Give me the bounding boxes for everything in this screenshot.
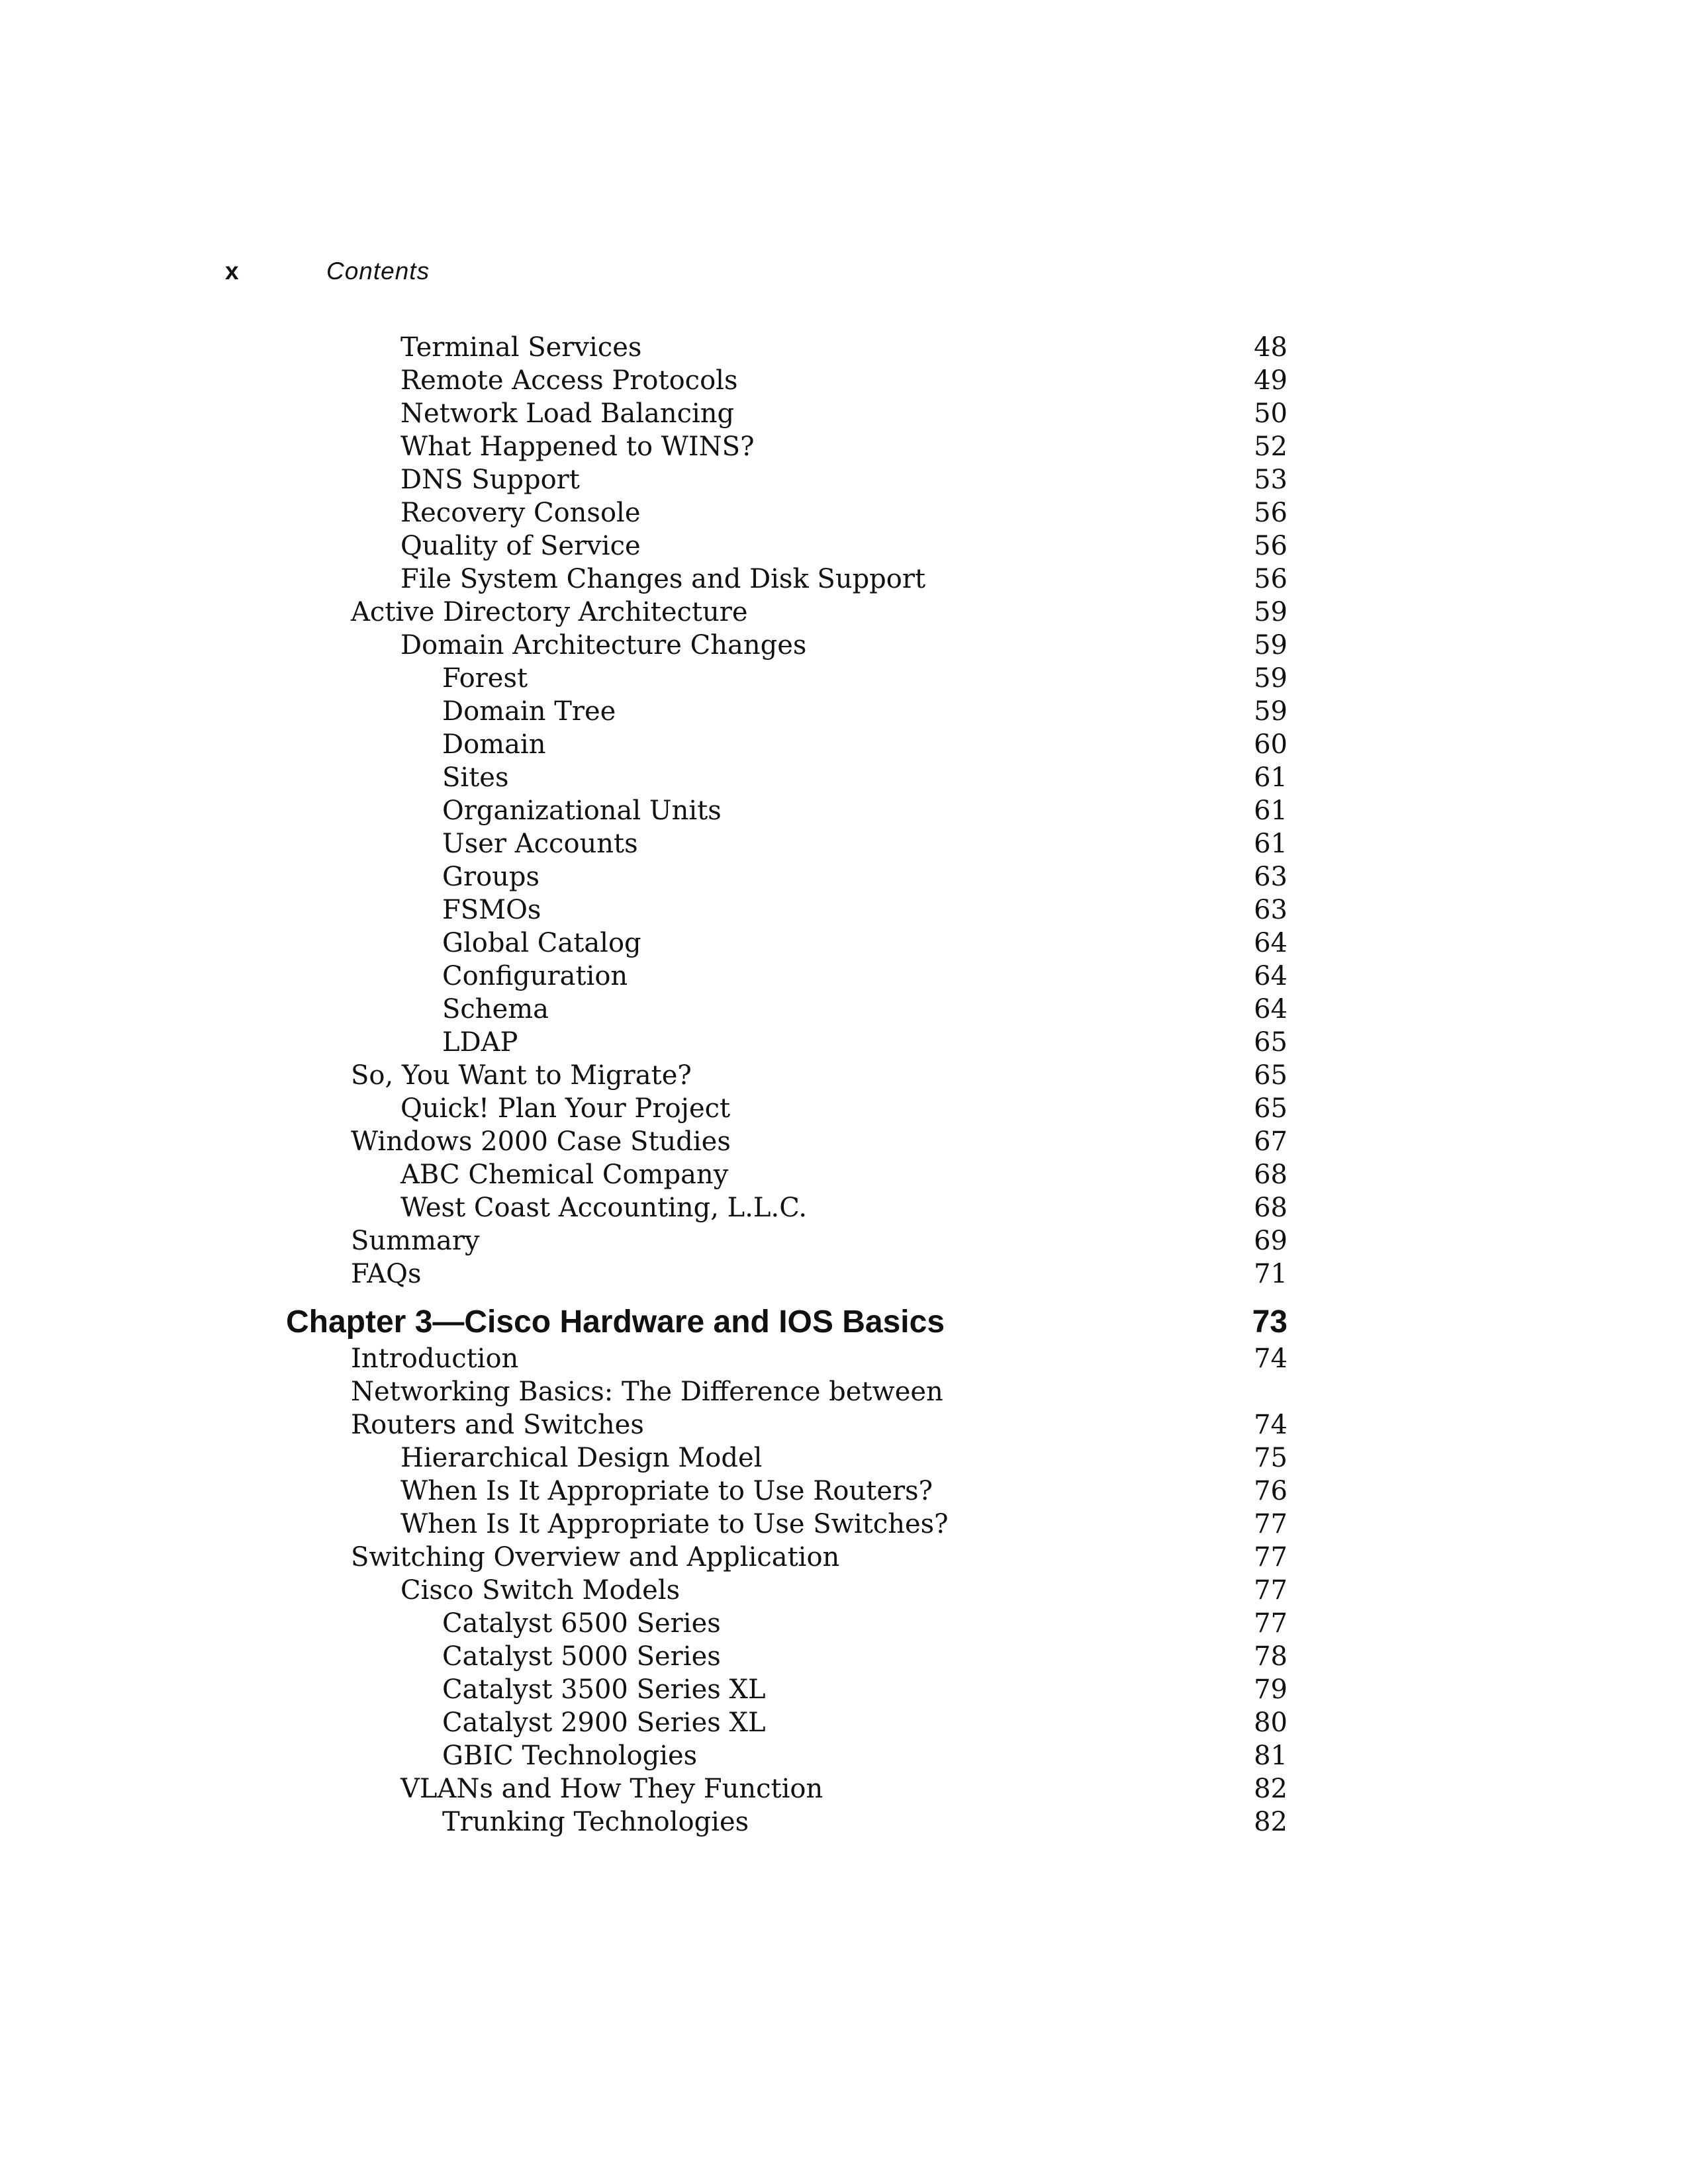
toc-entry-page: 77 <box>1254 1509 1288 1539</box>
toc-entry-title: Groups <box>442 862 540 892</box>
toc-entry-page: 48 <box>1254 332 1288 363</box>
toc-entry-page: 65 <box>1254 1060 1288 1091</box>
toc-entry-title: What Happened to WINS? <box>400 432 755 462</box>
toc-entry-title: ABC Chemical Company <box>400 1160 729 1190</box>
toc-entry[interactable] <box>0 397 1688 430</box>
chapter-title: Chapter 3—Cisco Hardware and IOS Basics <box>286 1304 945 1340</box>
toc-entry-title: When Is It Appropriate to Use Routers? <box>400 1476 933 1506</box>
toc-entry[interactable] <box>0 364 1688 397</box>
toc-entry-title: Quality of Service <box>400 531 641 561</box>
toc-entry-page: 82 <box>1254 1807 1288 1837</box>
toc-entry-page: 65 <box>1254 1093 1288 1124</box>
toc-entry[interactable] <box>0 1092 1688 1125</box>
toc-entry-page: 63 <box>1254 895 1288 925</box>
toc-entry-page: 77 <box>1254 1575 1288 1606</box>
page-number: x <box>225 257 239 285</box>
toc-entry-title: Network Load Balancing <box>400 398 735 429</box>
toc-entry-page: 59 <box>1254 597 1288 627</box>
toc-entry-title: Catalyst 3500 Series XL <box>442 1674 766 1705</box>
toc-entry[interactable] <box>0 529 1688 563</box>
toc-entry-title: Cisco Switch Models <box>400 1575 680 1606</box>
toc-entry[interactable] <box>0 1805 1688 1839</box>
toc-entry-page: 61 <box>1254 829 1288 859</box>
chapter-heading-row[interactable] <box>0 1302 1688 1342</box>
toc-entry-title: Routers and Switches <box>351 1410 644 1440</box>
toc-entry-title: Global Catalog <box>442 928 641 958</box>
chapter-page-number: 73 <box>1252 1304 1288 1340</box>
toc-entry-title: Configuration <box>442 961 628 991</box>
toc-entry[interactable] <box>0 1706 1688 1739</box>
toc-entry[interactable] <box>0 1158 1688 1191</box>
toc-entry-title: User Accounts <box>442 829 638 859</box>
toc-entry-title: When Is It Appropriate to Use Switches? <box>400 1509 949 1539</box>
toc-entry-title: Schema <box>442 994 549 1024</box>
toc-entry-page: 80 <box>1254 1707 1288 1738</box>
running-head <box>225 251 688 291</box>
running-head-title: Contents <box>326 257 430 285</box>
toc-entry[interactable] <box>0 1673 1688 1706</box>
toc-entry-title: DNS Support <box>400 465 580 495</box>
toc-entry-page: 59 <box>1254 663 1288 694</box>
toc-entry[interactable] <box>0 496 1688 529</box>
toc-entry-page: 52 <box>1254 432 1288 462</box>
toc-entry-title: Catalyst 5000 Series <box>442 1641 721 1672</box>
toc-entry-title: Hierarchical Design Model <box>400 1443 763 1473</box>
table-of-contents <box>0 331 1688 1839</box>
toc-entry-title: Networking Basics: The Difference between <box>351 1377 943 1407</box>
toc-entry[interactable] <box>0 1772 1688 1805</box>
toc-entry[interactable] <box>0 430 1688 463</box>
toc-entry-title: Sites <box>442 762 509 793</box>
toc-entry[interactable] <box>0 695 1688 728</box>
toc-entry-page: 64 <box>1254 928 1288 958</box>
toc-entry[interactable] <box>0 794 1688 827</box>
toc-entry[interactable] <box>0 1607 1688 1640</box>
toc-entry-title: GBIC Technologies <box>442 1741 698 1771</box>
toc-entry[interactable] <box>0 1574 1688 1607</box>
toc-entry-title: Catalyst 6500 Series <box>442 1608 721 1639</box>
toc-entry[interactable] <box>0 629 1688 662</box>
toc-entry-page: 81 <box>1254 1741 1288 1771</box>
toc-entry-title: Terminal Services <box>400 332 642 363</box>
toc-entry[interactable] <box>0 860 1688 893</box>
toc-entry[interactable] <box>0 1441 1688 1475</box>
toc-entry-title: FSMOs <box>442 895 541 925</box>
toc-entry-page: 61 <box>1254 762 1288 793</box>
toc-entry[interactable] <box>0 1640 1688 1673</box>
toc-entry-title: Remote Access Protocols <box>400 365 738 396</box>
toc-entry[interactable] <box>0 960 1688 993</box>
toc-entry-page: 50 <box>1254 398 1288 429</box>
toc-entry[interactable] <box>0 662 1688 695</box>
toc-entry-title: Recovery Console <box>400 498 641 528</box>
toc-entry-title: Domain Tree <box>442 696 616 727</box>
toc-entry[interactable] <box>0 1541 1688 1574</box>
toc-entry[interactable] <box>0 761 1688 794</box>
toc-entry[interactable] <box>0 563 1688 596</box>
toc-entry-page: 67 <box>1254 1126 1288 1157</box>
toc-entry-page: 79 <box>1254 1674 1288 1705</box>
toc-entry-title: Summary <box>351 1226 480 1256</box>
toc-entry[interactable] <box>0 1408 1688 1441</box>
toc-entry-title: Trunking Technologies <box>442 1807 749 1837</box>
toc-entry-page: 77 <box>1254 1542 1288 1572</box>
toc-entry-title: Introduction <box>351 1343 519 1374</box>
toc-entry-page: 56 <box>1254 498 1288 528</box>
toc-entry-title: VLANs and How They Function <box>400 1774 823 1804</box>
toc-entry[interactable] <box>0 463 1688 496</box>
toc-entry-page: 77 <box>1254 1608 1288 1639</box>
toc-entry-title: Forest <box>442 663 528 694</box>
toc-entry-page: 78 <box>1254 1641 1288 1672</box>
toc-entry-title: Domain <box>442 729 546 760</box>
toc-entry[interactable] <box>0 331 1688 364</box>
toc-entry[interactable] <box>0 1257 1688 1291</box>
toc-entry-title: West Coast Accounting, L.L.C. <box>400 1193 808 1223</box>
toc-entry[interactable] <box>0 1508 1688 1541</box>
toc-entry-page: 69 <box>1254 1226 1288 1256</box>
toc-entry-page: 63 <box>1254 862 1288 892</box>
toc-entry[interactable] <box>0 993 1688 1026</box>
toc-entry-page: 53 <box>1254 465 1288 495</box>
toc-entry-page: 68 <box>1254 1193 1288 1223</box>
toc-entry-page: 65 <box>1254 1027 1288 1058</box>
toc-entry-title: Organizational Units <box>442 796 722 826</box>
toc-entry[interactable] <box>0 1342 1688 1375</box>
toc-entry-page: 59 <box>1254 696 1288 727</box>
toc-entry-page: 68 <box>1254 1160 1288 1190</box>
toc-entry-page: 75 <box>1254 1443 1288 1473</box>
toc-entry-title: LDAP <box>442 1027 518 1058</box>
toc-entry-title: Catalyst 2900 Series XL <box>442 1707 766 1738</box>
toc-entry[interactable] <box>0 1224 1688 1257</box>
toc-entry[interactable] <box>0 1026 1688 1059</box>
toc-entry-title: File System Changes and Disk Support <box>400 564 926 594</box>
toc-entry-title: Domain Architecture Changes <box>400 630 807 660</box>
toc-entry-page: 64 <box>1254 961 1288 991</box>
toc-entry-page: 60 <box>1254 729 1288 760</box>
toc-entry[interactable] <box>0 1739 1688 1772</box>
toc-entry[interactable] <box>0 1191 1688 1224</box>
toc-entry[interactable] <box>0 1375 1688 1408</box>
toc-entry[interactable] <box>0 596 1688 629</box>
toc-entry-page: 49 <box>1254 365 1288 396</box>
toc-entry-page: 74 <box>1254 1343 1288 1374</box>
toc-entry-page: 64 <box>1254 994 1288 1024</box>
toc-entry[interactable] <box>0 1475 1688 1508</box>
toc-entry[interactable] <box>0 728 1688 761</box>
toc-entry-title: Windows 2000 Case Studies <box>351 1126 731 1157</box>
toc-entry-page: 74 <box>1254 1410 1288 1440</box>
toc-entry-page: 71 <box>1254 1259 1288 1289</box>
toc-entry-page: 59 <box>1254 630 1288 660</box>
toc-entry-title: So, You Want to Migrate? <box>351 1060 692 1091</box>
toc-entry[interactable] <box>0 1059 1688 1092</box>
toc-entry-title: Active Directory Architecture <box>351 597 748 627</box>
toc-entry[interactable] <box>0 827 1688 860</box>
toc-entry-page: 82 <box>1254 1774 1288 1804</box>
toc-entry[interactable] <box>0 1125 1688 1158</box>
toc-entry-page: 76 <box>1254 1476 1288 1506</box>
toc-entry-page: 56 <box>1254 531 1288 561</box>
toc-entry[interactable] <box>0 927 1688 960</box>
toc-entry[interactable] <box>0 893 1688 927</box>
toc-entry-page: 61 <box>1254 796 1288 826</box>
toc-entry-title: Quick! Plan Your Project <box>400 1093 731 1124</box>
toc-entry-title: Switching Overview and Application <box>351 1542 840 1572</box>
toc-entry-page: 56 <box>1254 564 1288 594</box>
toc-entry-title: FAQs <box>351 1259 422 1289</box>
